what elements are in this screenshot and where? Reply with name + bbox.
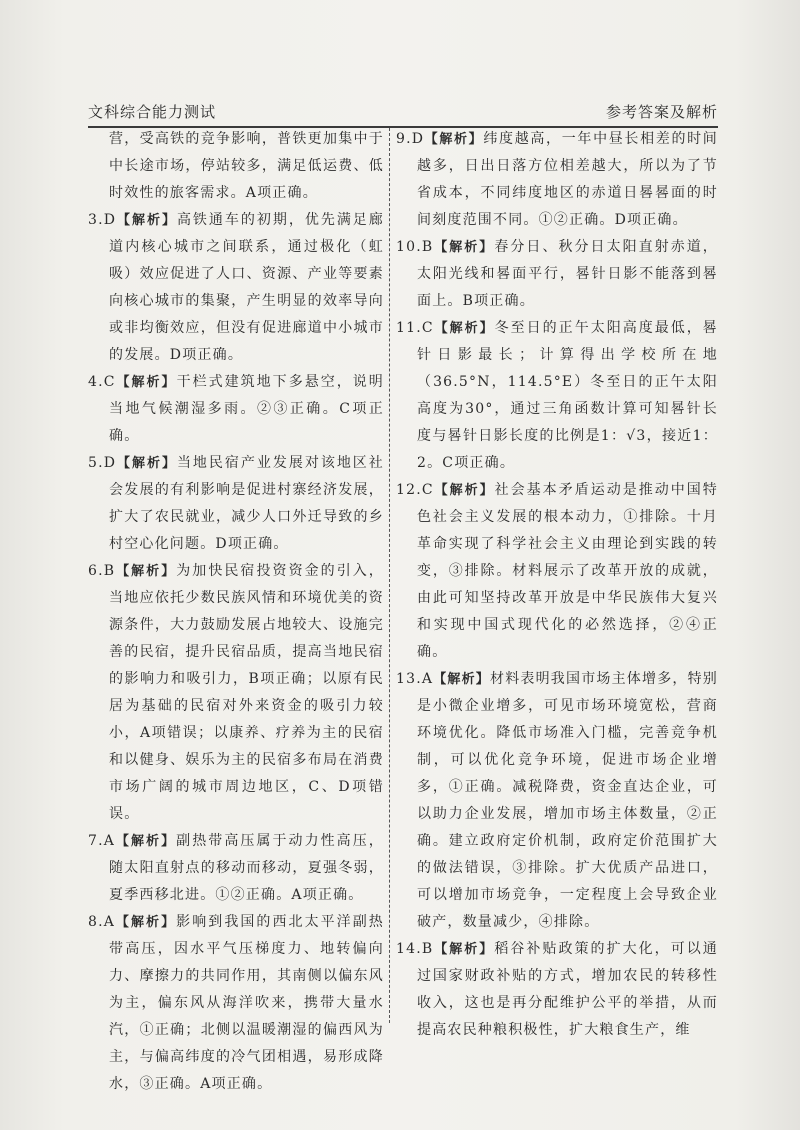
analysis-label: 【解析】 [116, 213, 177, 228]
answer-number: 7.A [88, 833, 116, 849]
answer-item-9 [396, 126, 718, 234]
answer-text: 为加快民宿投资资金的引入，当地应依托少数民族风情和环境优美的资源条件，大力鼓励发展占地较大、设施完善的民宿，提升民宿品质，提高当地民宿的影响力和吸引力，B项正确；以原有民居为基础的民宿对外来资金的吸引力较小，A项错误；以康养、疗养为主的民宿和以健身、娱乐为主的民宿多布局在消费市场广阔的城市周边地区，C、D项错误。 [109, 563, 384, 822]
answer-text: 冬至日的正午太阳高度最低，晷针日影最长；计算得出学校所在地（36.5°N，114.5°E）冬至日的正午太阳高度为30°，通过三角函数计算可知晷针长度与晷针日影长度的比例是1：√3，接近1：2。C项正确。 [417, 320, 718, 471]
analysis-label: 【解析】 [115, 834, 177, 849]
analysis-label: 【解析】 [115, 564, 177, 579]
answer-number: 8.A [88, 914, 116, 930]
answer-item-3 [88, 207, 384, 369]
answer-item-10 [396, 234, 718, 315]
answer-text: 影响到我国的西北太平洋副热带高压，因水平气压梯度力、地转偏向力、摩擦力的共同作用，其南侧以偏东风为主，偏东风从海洋吹来，携带大量水汽，①正确；北侧以温暖潮湿的偏西风为主，与偏高纬度的冷气团相遇，易形成降水，③正确。A项正确。 [109, 914, 384, 1092]
answer-number: 9.D [396, 131, 425, 147]
header-subject-title: 文科综合能力测试 [88, 103, 217, 121]
answer-text: 社会基本矛盾运动是推动中国特色社会主义发展的根本动力，①排除。十月革命实现了科学社会主义由理论到实践的转变，③排除。材料展示了改革开放的成就，由此可知坚持改革开放是中华民族伟大复兴和实现中国式现代化的必然选择，②④正确。 [417, 482, 718, 660]
answer-item-continued [88, 126, 384, 207]
answer-item-8 [88, 909, 384, 1098]
answer-item-11 [396, 315, 718, 477]
answer-item-5 [88, 450, 384, 558]
answer-text: 纬度越高，一年中昼长相差的时间越多，日出日落方位相差越大，所以为了节省成本，不同纬度地区的赤道日晷晷面的时间刻度范围不同。①②正确。D项正确。 [417, 131, 718, 228]
answer-item-4 [88, 369, 384, 450]
answer-number: 5.D [88, 455, 117, 471]
answer-number: 3.D [88, 212, 117, 228]
answer-item-14 [396, 936, 718, 1044]
answer-number: 6.B [88, 563, 116, 579]
answer-text: 稻谷补贴政策的扩大化，可以通过国家财政补贴的方式，增加农民的转移性收入，这也是再分配维护公平的举措，从而提高农民种粮积极性，扩大粮食生产，维 [417, 941, 718, 1038]
column-divider [389, 128, 390, 1023]
answer-text: 材料表明我国市场主体增多，特别是小微企业增多，可见市场环境宽松，营商环境优化。降低市场准入门槛，完善竞争机制，可以优化竞争环境，促进市场企业增多，①正确。减税降费，资金直达企业，可以助力企业发展，增加市场主体数量，②正确。建立政府定价机制，政府定价范围扩大的做法错误，③排除。扩大优质产品进口，可以增加市场竞争，一定程度上会导致企业破产，数量减少，④排除。 [417, 671, 718, 930]
answer-text: 春分日、秋分日太阳直射赤道，太阳光线和晷面平行，晷针日影不能落到晷面上。B项正确。 [417, 239, 718, 309]
left-column [88, 126, 384, 1098]
answer-number: 11.C [396, 320, 434, 336]
answer-number: 12.C [396, 482, 434, 498]
answer-number: 14.B [396, 941, 434, 957]
analysis-label: 【解析】 [433, 240, 495, 255]
analysis-label: 【解析】 [424, 132, 484, 147]
answer-item-6 [88, 558, 384, 828]
answer-item-12 [396, 477, 718, 666]
answer-text: 副热带高压属于动力性高压，随太阳直射点的移动而移动，夏强冬弱，夏季西移北进。①②正确。A项正确。 [109, 833, 384, 903]
analysis-label: 【解析】 [116, 456, 177, 471]
answer-item-13 [396, 666, 718, 936]
answer-item-7 [88, 828, 384, 909]
answer-text: 当地民宿产业发展对该地区社会发展的有利影响是促进村寨经济发展，扩大了农民就业，减少人口外迁导致的乡村空心化问题。D项正确。 [109, 455, 384, 552]
analysis-label: 【解析】 [115, 375, 177, 390]
analysis-label: 【解析】 [433, 942, 495, 957]
answer-number: 4.C [88, 374, 116, 390]
header-answer-title: 参考答案及解析 [605, 103, 718, 121]
analysis-label: 【解析】 [115, 915, 177, 930]
analysis-label: 【解析】 [433, 321, 495, 336]
analysis-label: 【解析】 [433, 483, 495, 498]
page-header [88, 100, 718, 128]
right-column [396, 126, 718, 1044]
answer-text: 营，受高铁的竞争影响，普铁更加集中于中长途市场，停站较多，满足低运费、低时效性的旅客需求。A项正确。 [109, 131, 384, 201]
analysis-label: 【解析】 [433, 672, 490, 687]
answer-text: 干栏式建筑地下多悬空，说明当地气候潮湿多雨。②③正确。C项正确。 [109, 374, 384, 444]
answer-number: 13.A [396, 671, 434, 687]
answer-text: 高铁通车的初期，优先满足廊道内核心城市之间联系，通过极化（虹吸）效应促进了人口、资源、产业等要素向核心城市的集聚，产生明显的效率导向或非均衡效应，但没有促进廊道中小城市的发展。D项正确。 [109, 212, 384, 363]
answer-number: 10.B [396, 239, 434, 255]
